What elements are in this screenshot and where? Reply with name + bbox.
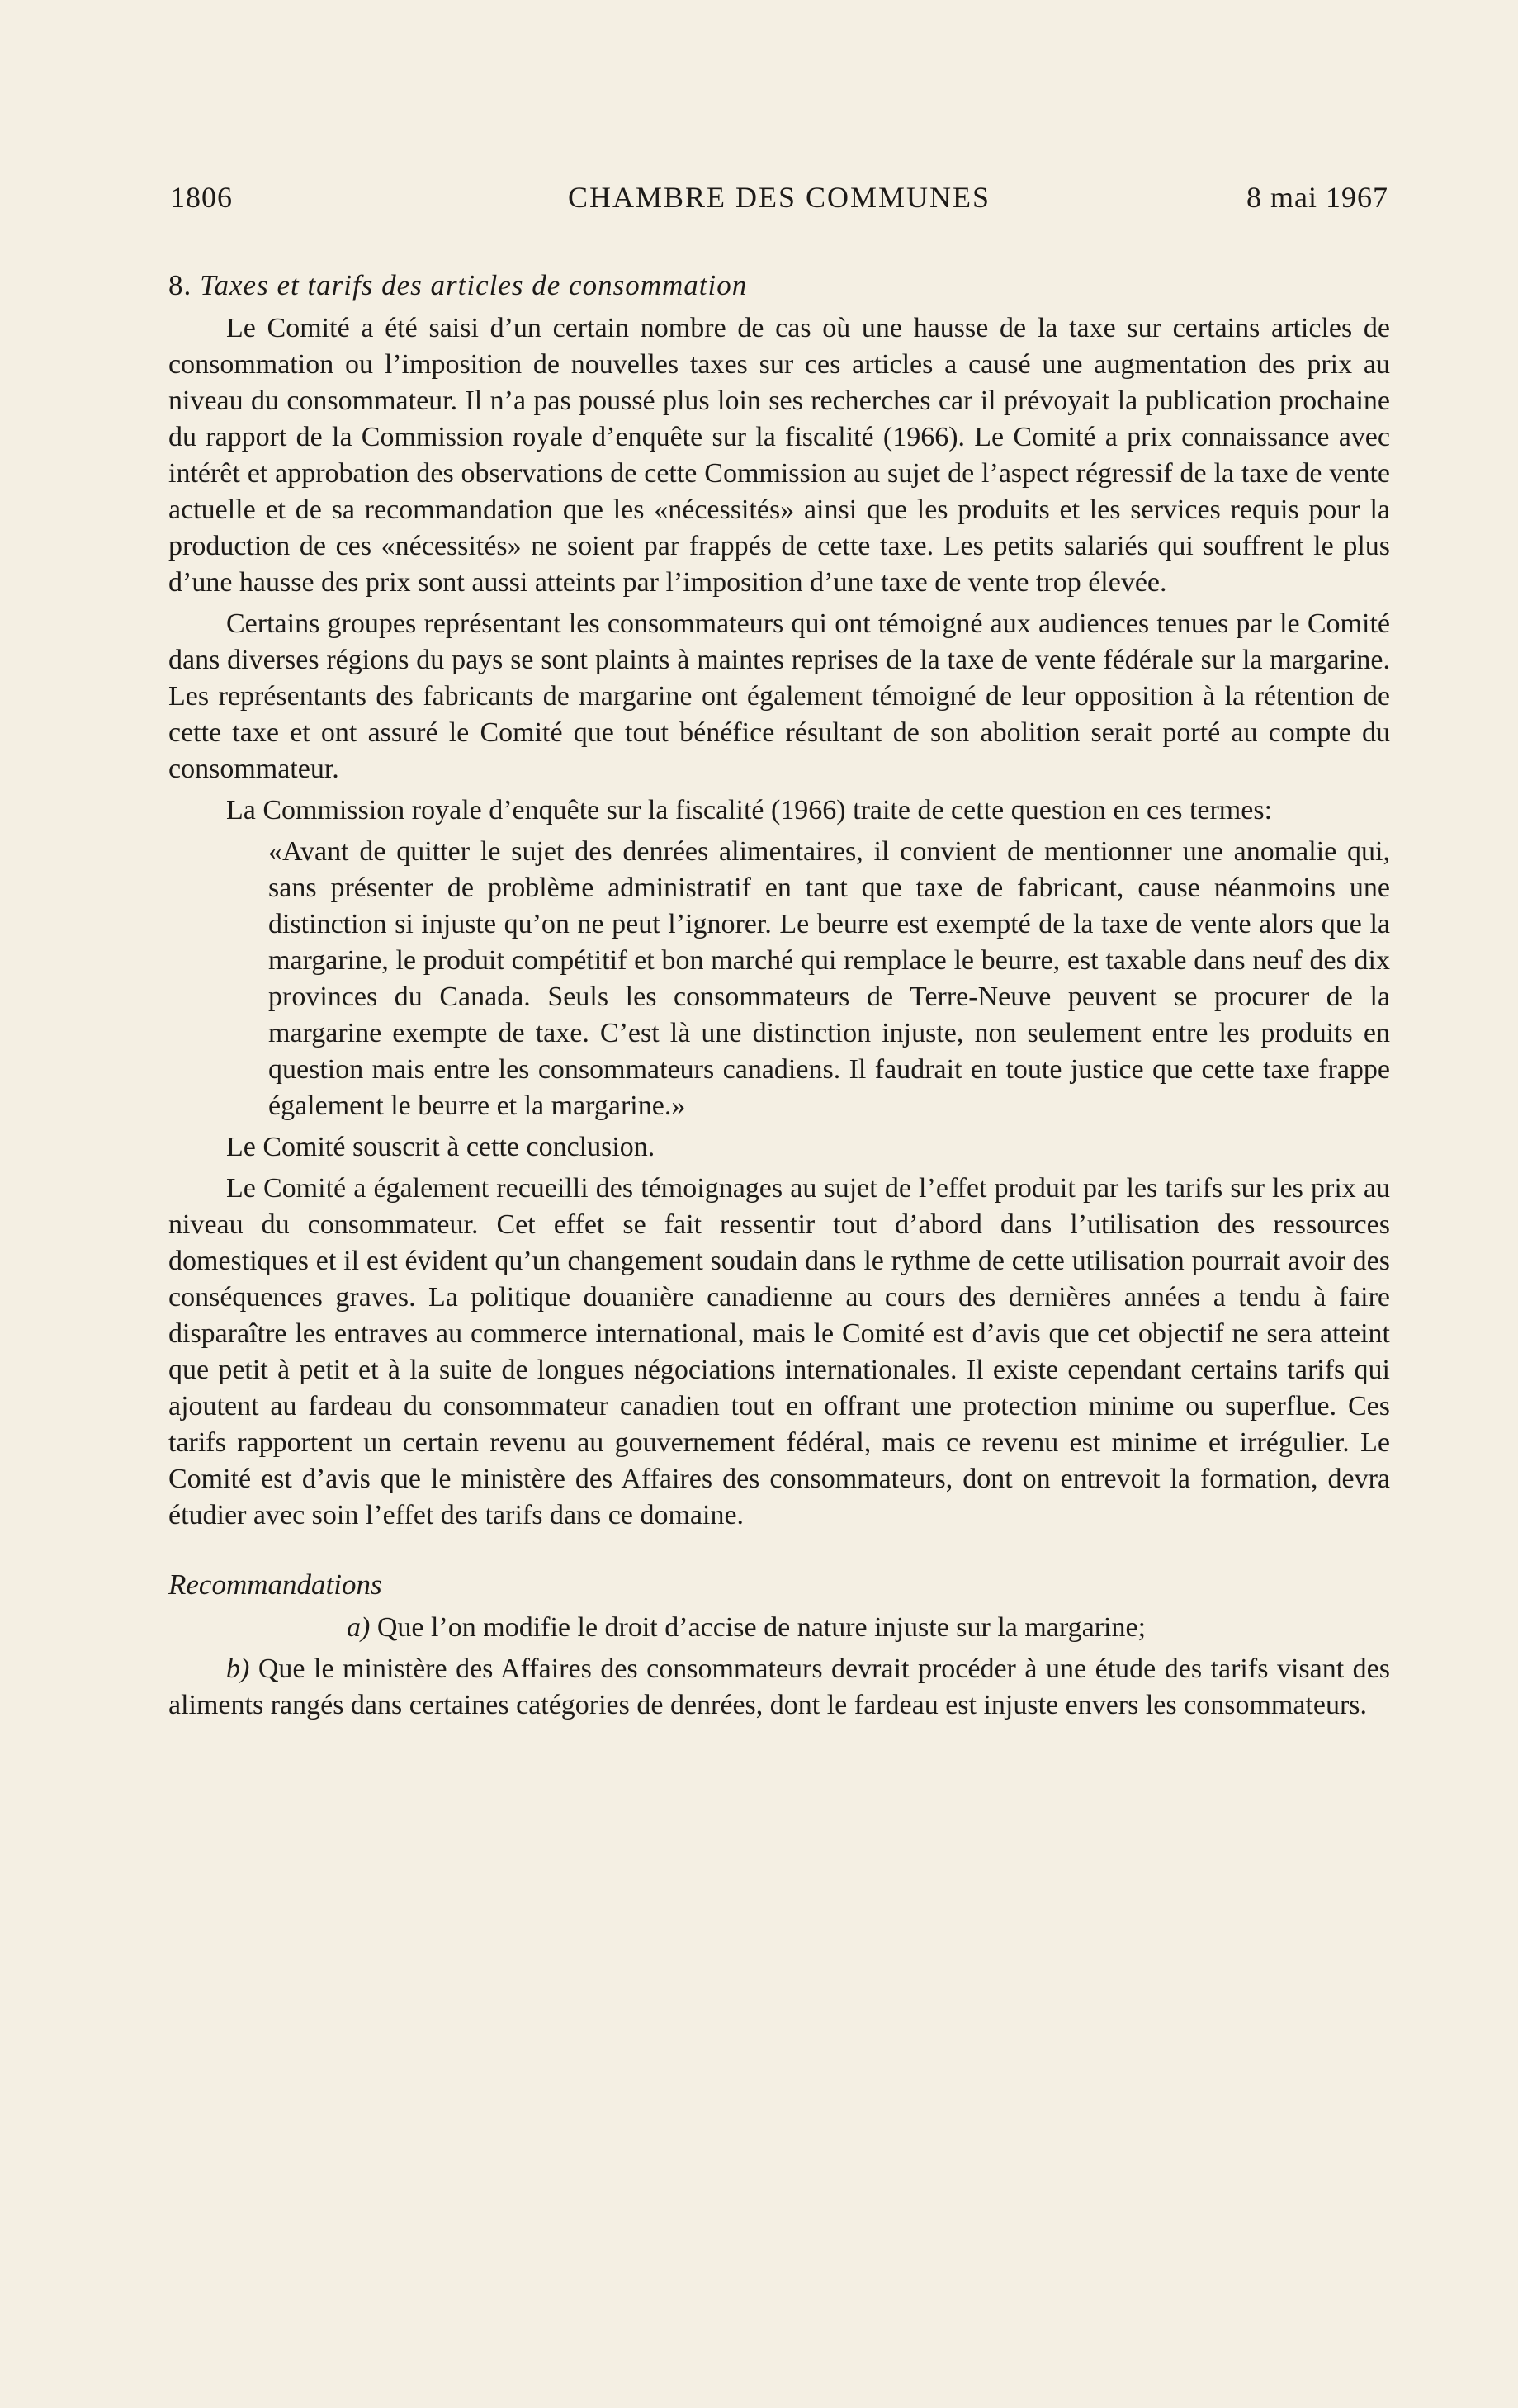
recommendation-a <box>168 1610 1390 1646</box>
recommendation-letter: b) <box>226 1653 250 1684</box>
section-title: Taxes et tarifs des articles de consommation <box>200 269 748 301</box>
recommendation-letter: a) <box>347 1612 371 1643</box>
paragraph-5: Le Comité a également recueilli des témoignages au sujet de l’effet produit par les tarifs sur les prix au niveau du consommateur. Cet effet se fait ressentir tout d’abord dans l’utilisation des ressources domestiques et il est évident qu’un changement soudain dans le rythme de cette utilisation pourrait avoir des conséquences graves. La politique douanière canadienne au cours des dernières années a tendu à faire disparaître les entraves au commerce international, mais le Comité est d’avis que cet objectif ne sera atteint que petit à petit et à la suite de longues négociations internationales. Il existe cependant certains tarifs qui ajoutent au fardeau du consommateur canadien tout en offrant une protection minime ou superflue. Ces tarifs rapportent un certain revenu au gouvernement fédéral, mais ce revenu est minime et irrégulier. Le Comité est d’avis que le ministère des Affaires des consommateurs, dont on entrevoit la formation, devra étudier avec soin l’effet des tarifs dans ce domaine. <box>168 1173 1390 1530</box>
paragraph-3: La Commission royale d’enquête sur la fiscalité (1966) traite de cette question en ces termes: <box>226 795 1273 826</box>
page-header <box>170 180 1388 221</box>
recommendation-text: Que l’on modifie le droit d’accise de nature injuste sur la margarine; <box>376 1612 1147 1643</box>
recommendation-text: Que le ministère des Affaires des consommateurs devrait procéder à une étude des tarifs visant des aliments rangés dans certaines catégories de denrées, dont le fardeau est injuste envers les consommateurs. <box>168 1653 1390 1720</box>
page-body <box>168 267 1390 1724</box>
block-quote: «Avant de quitter le sujet des denrées alimentaires, il convient de mentionner une anomalie qui, sans présenter de problème administratif en tant que taxe de fabricant, cause néanmoins une distinction si injuste qu’on ne peut l’ignorer. Le beurre est exempté de la taxe de vente alors que la margarine, le produit compétitif et bon marché qui remplace le beurre, est taxable dans neuf des dix provinces du Canada. Seuls les consommateurs de Terre-Neuve peuvent se procurer de la margarine exempte de taxe. C’est là une distinction injuste, non seulement entre les produits en question mais entre les consommateurs canadiens. Il faudrait en toute justice que cette taxe frappe également le beurre et la margarine.» <box>268 836 1390 1121</box>
recommendations-heading: Recommandations <box>168 1568 382 1601</box>
paragraph-4: Le Comité souscrit à cette conclusion. <box>226 1132 655 1162</box>
header-date: 8 mai 1967 <box>1246 181 1388 214</box>
section-number: 8. <box>168 269 192 301</box>
running-title: CHAMBRE DES COMMUNES <box>567 181 991 214</box>
paragraph-1: Le Comité a été saisi d’un certain nombre de cas où une hausse de la taxe sur certains articles de consommation ou l’imposition de nouvelles taxes sur ces articles a causé une augmentation des prix au niveau du consommateur. Il n’a pas poussé plus loin ses recherches car il prévoyait la publication prochaine du rapport de la Commission royale d’enquête sur la fiscalité (1966). Le Comité a prix connaissance avec intérêt et approbation des observations de cette Commission au sujet de l’aspect régressif de la taxe de vente actuelle et de sa recommandation que les «nécessités» ainsi que les produits et les services requis pour la production de ces «nécessités» ne soient par frappés de cette taxe. Les petits salariés qui souffrent le plus d’une hausse des prix sont aussi atteints par l’imposition d’une taxe de vente trop élevée. <box>168 313 1390 598</box>
recommendation-b <box>168 1651 1390 1724</box>
section-heading <box>168 267 1390 304</box>
paragraph-2: Certains groupes représentant les consommateurs qui ont témoigné aux audiences tenues par le Comité dans diverses régions du pays se sont plaints à maintes reprises de la taxe de vente fédérale sur la margarine. Les représentants des fabricants de margarine ont également témoigné de leur opposition à la rétention de cette taxe et ont assuré le Comité que tout bénéfice résultant de son abolition serait porté au compte du consommateur. <box>168 608 1390 784</box>
page-number: 1806 <box>170 181 233 214</box>
